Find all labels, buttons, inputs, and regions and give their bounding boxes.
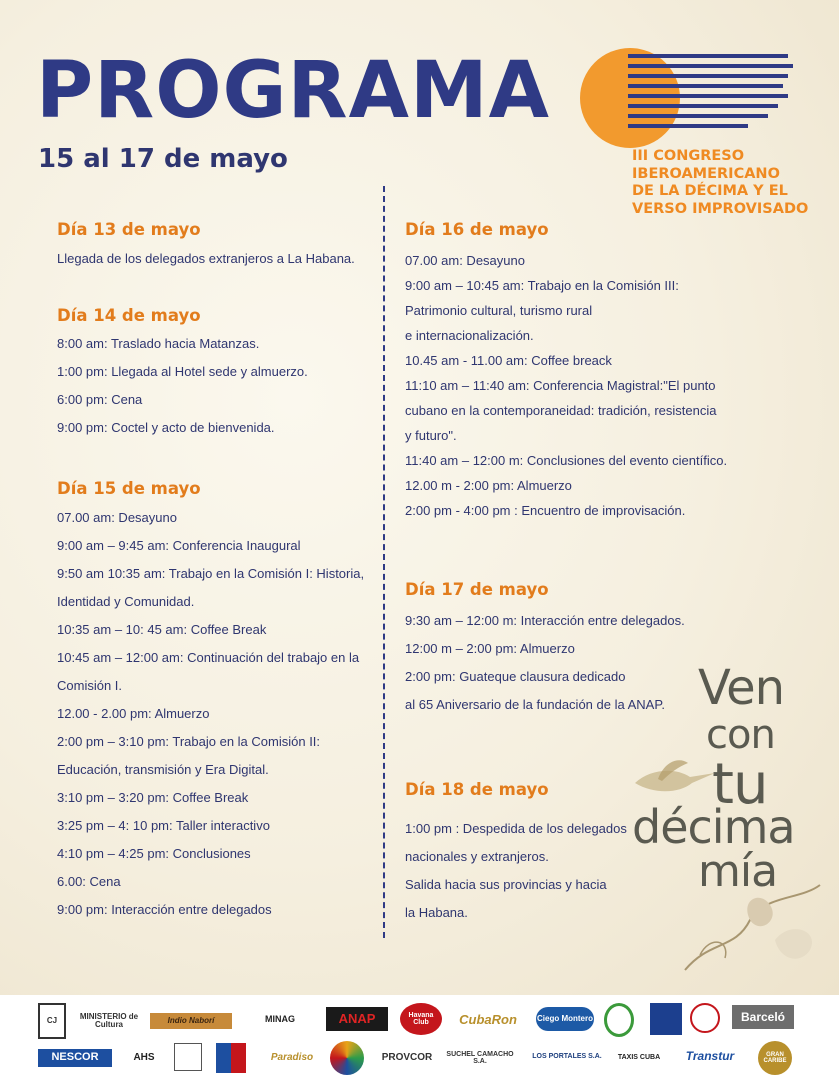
schedule-line: al 65 Aniversario de la fundación de la ANAP. — [405, 697, 665, 712]
slogan-word: décima — [632, 800, 795, 854]
slogan-artwork — [620, 660, 835, 980]
schedule-line: Llegada de los delegados extranjeros a La Habana. — [57, 251, 355, 266]
schedule-line: 1:00 pm : Despedida de los delegados — [405, 821, 627, 836]
sponsor-logo: NESCOR — [38, 1049, 112, 1067]
schedule-line: 10:35 am – 10: 45 am: Coffee Break — [57, 622, 267, 637]
sponsor-logo: PROVCOR — [382, 1051, 432, 1063]
sponsor-logo: MINAG — [265, 1014, 295, 1025]
sponsor-logo: Barceló — [732, 1005, 794, 1029]
schedule-line: Salida hacia sus provincias y hacia — [405, 877, 607, 892]
schedule-line: 10:45 am – 12:00 am: Continuación del trabajo en la — [57, 650, 360, 665]
schedule-line: 8:00 am: Traslado hacia Matanzas. — [57, 336, 260, 351]
schedule-line: 2:00 pm - 4:00 pm : Encuentro de improvisación. — [405, 503, 686, 518]
schedule-line: 07.00 am: Desayuno — [405, 253, 525, 268]
schedule-line: nacionales y extranjeros. — [405, 849, 549, 864]
sponsor-logo: MINISTERIO de Cultura — [79, 1011, 139, 1029]
schedule-line: 4:10 pm – 4:25 pm: Conclusiones — [57, 846, 251, 861]
sponsor-logo: Paradiso — [270, 1051, 314, 1063]
schedule-line: la Habana. — [405, 905, 468, 920]
sponsor-logo: ANAP — [326, 1007, 388, 1031]
sponsor-logo-icon — [650, 1003, 682, 1035]
schedule-line: e internacionalización. — [405, 328, 534, 343]
schedule-line: Educación, transmisión y Era Digital. — [57, 762, 269, 777]
sponsor-logo-icon — [174, 1043, 202, 1071]
schedule-line: 11:40 am – 12:00 m: Conclusiones del evento científico. — [405, 453, 728, 468]
schedule-line: 6.00: Cena — [57, 874, 121, 889]
sponsor-logo-icon — [604, 1003, 634, 1037]
slogan-word: mía — [698, 846, 778, 897]
sponsor-logo: Havana Club — [400, 1003, 442, 1035]
schedule-line: 3:10 pm – 3:20 pm: Coffee Break — [57, 790, 249, 805]
slogan-word: tu — [712, 752, 768, 817]
schedule-line: 9:00 pm: Interacción entre delegados — [57, 902, 272, 917]
day-heading: Día 14 de mayo — [57, 306, 201, 325]
flower-ornament-icon — [680, 880, 835, 980]
schedule-line: 9:50 am 10:35 am: Trabajo en la Comisión I: Historia, — [57, 566, 365, 581]
sponsor-logo: Indio Naborí — [150, 1013, 232, 1029]
schedule-line: 10.45 am - 11.00 am: Coffee breack — [405, 353, 612, 368]
schedule-line: 2:00 pm: Guateque clausura dedicado — [405, 669, 626, 684]
sponsor-logo-icon — [216, 1043, 246, 1073]
schedule-line: 12.00 - 2.00 pm: Almuerzo — [57, 706, 210, 721]
schedule-line: 07.00 am: Desayuno — [57, 510, 177, 525]
sponsor-logo: Ciego Montero — [536, 1007, 594, 1031]
sponsor-logo: GRAN CARIBE — [758, 1041, 792, 1075]
sponsor-logo-icon — [690, 1003, 720, 1033]
slogan-word: con — [706, 712, 775, 758]
schedule-line: cubano en la contemporaneidad: tradición, resistencia — [405, 403, 717, 418]
schedule-line: 6:00 pm: Cena — [57, 392, 143, 407]
day-heading: Día 18 de mayo — [405, 780, 549, 799]
schedule-line: 1:00 pm: Llegada al Hotel sede y almuerzo. — [57, 364, 308, 379]
day-heading: Día 13 de mayo — [57, 220, 201, 239]
sponsor-logo: Transtur — [685, 1048, 735, 1063]
day-heading: Día 17 de mayo — [405, 580, 549, 599]
day-heading: Día 15 de mayo — [57, 479, 201, 498]
schedule-line: 11:10 am – 11:40 am: Conferencia Magistral:"El punto — [405, 378, 716, 393]
schedule-line: Identidad y Comunidad. — [57, 594, 195, 609]
schedule-line: 9:00 am – 9:45 am: Conferencia Inaugural — [57, 538, 301, 553]
sponsor-logo: CubaRon — [459, 1012, 517, 1028]
schedule-line: 2:00 pm – 3:10 pm: Trabajo en la Comisión II: — [57, 734, 321, 749]
sponsor-logo-icon — [330, 1041, 364, 1075]
schedule-line: Patrimonio cultural, turismo rural — [405, 303, 593, 318]
sponsor-logo: SUCHEL CAMACHO S.A. — [446, 1050, 514, 1065]
schedule-line: 12.00 m - 2:00 pm: Almuerzo — [405, 478, 572, 493]
schedule-line: y futuro". — [405, 428, 457, 443]
sponsor-logo-icon: CJ — [38, 1003, 66, 1039]
schedule-line: 3:25 pm – 4: 10 pm: Taller interactivo — [57, 818, 270, 833]
column-divider — [383, 186, 385, 938]
event-dates: 15 al 17 de mayo — [38, 144, 288, 174]
schedule-line: 9:00 pm: Coctel y acto de bienvenida. — [57, 420, 275, 435]
schedule-line: 12:00 m – 2:00 pm: Almuerzo — [405, 641, 575, 656]
schedule-line: Comisión I. — [57, 678, 123, 693]
slogan-word: Ven — [698, 660, 785, 716]
sponsor-bar — [0, 995, 839, 1080]
page-title: PROGRAMA — [36, 46, 550, 136]
congress-logo-icon — [580, 48, 795, 148]
sponsor-logo: AHS — [133, 1051, 155, 1063]
sponsor-logo: TAXIS CUBA — [617, 1054, 661, 1062]
schedule-line: 9:00 am – 10:45 am: Trabajo en la Comisión III: — [405, 278, 679, 293]
day-heading: Día 16 de mayo — [405, 220, 549, 239]
sponsor-logo: LOS PORTALES S.A. — [532, 1053, 602, 1061]
schedule-line: 9:30 am – 12:00 m: Interacción entre delegados. — [405, 613, 685, 628]
hummingbird-icon — [630, 755, 720, 805]
congress-name: III CONGRESO IBEROAMERICANO DE LA DÉCIMA Y EL VERSO IMPROVISADO — [632, 148, 809, 217]
